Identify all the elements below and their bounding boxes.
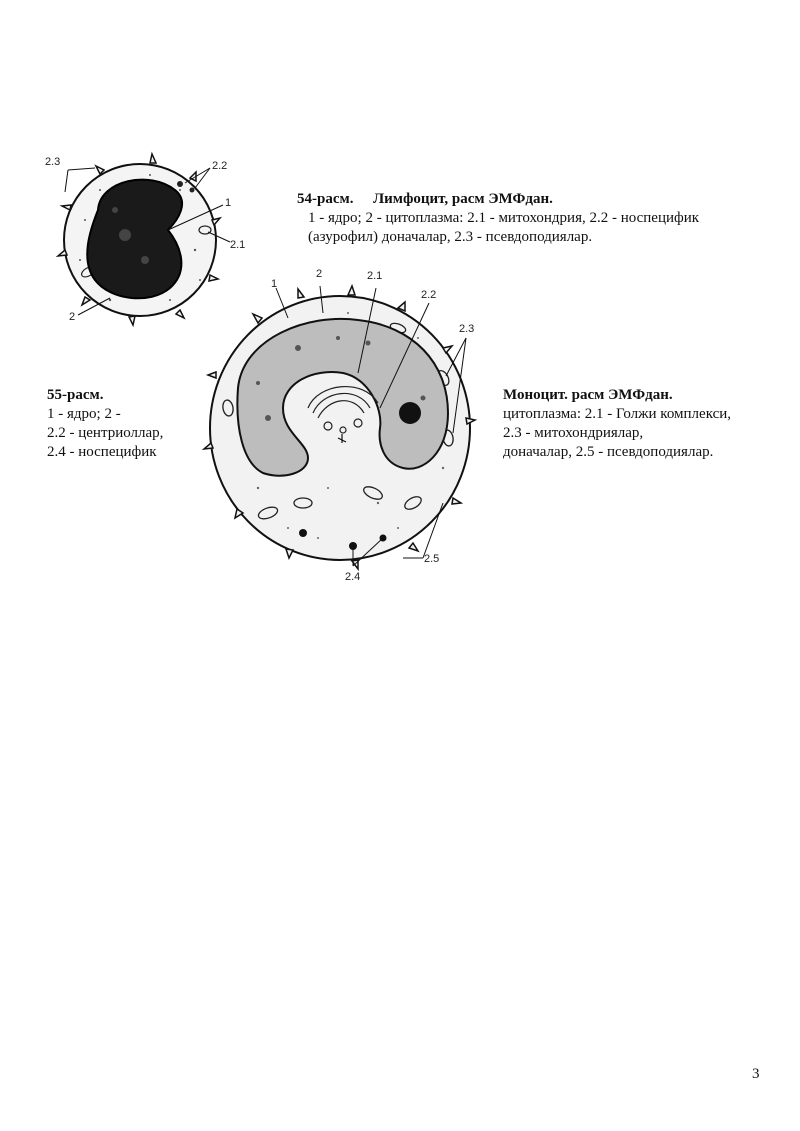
fig55-left-line-1: 1 - ядро; 2 -	[47, 406, 121, 422]
fig55-left-line-2: 2.2 - центриоллар,	[47, 425, 164, 441]
fig54-caption-line-2: (азурофил) доначалар, 2.3 - псевдоподиялар.	[308, 229, 593, 245]
fig54-number: 54-расм.	[297, 191, 354, 207]
fig55-label-1: 1	[271, 278, 278, 290]
fig55-right-line-2: 2.3 - митохондриялар,	[503, 425, 644, 441]
fig55-caption-right	[503, 386, 731, 462]
fig55-label-2-5: 2.5	[424, 553, 440, 565]
fig55-label-2-3: 2.3	[459, 323, 475, 335]
fig55-right-line-3: доначалар, 2.5 - псевдоподиялар.	[503, 444, 714, 460]
fig54-caption	[297, 190, 699, 247]
fig54-caption-line-1: 1 - ядро; 2 - цитоплазма: 2.1 - митохондрия, 2.2 - носпецифик	[308, 210, 700, 226]
page-number: 3	[752, 1066, 760, 1082]
fig54-label-2-2: 2.2	[212, 160, 228, 172]
fig54-label-2: 2	[69, 311, 76, 323]
fig55-left-line-3: 2.4 - носпецифик	[47, 444, 157, 460]
fig55-label-2-1: 2.1	[367, 270, 383, 282]
fig55-label-2: 2	[316, 268, 323, 280]
fig54-caption-title	[297, 190, 699, 209]
fig55-label-2-2: 2.2	[421, 289, 437, 301]
fig55-label-2-4: 2.4	[345, 571, 361, 583]
fig55-number: 55-расм.	[47, 387, 104, 403]
fig54-title: Лимфоцит, расм ЭМФдан.	[372, 191, 553, 207]
fig55-title: Моноцит. расм ЭМФдан.	[503, 387, 673, 403]
fig55-right-line-1: цитоплазма: 2.1 - Голжи комплекси,	[503, 406, 732, 422]
fig54-label-1: 1	[225, 197, 232, 209]
fig54-label-2-3: 2.3	[45, 156, 61, 168]
fig55-caption-left	[47, 386, 163, 462]
fig54-label-2-1: 2.1	[230, 239, 246, 251]
monocyte-illustration	[198, 268, 483, 593]
